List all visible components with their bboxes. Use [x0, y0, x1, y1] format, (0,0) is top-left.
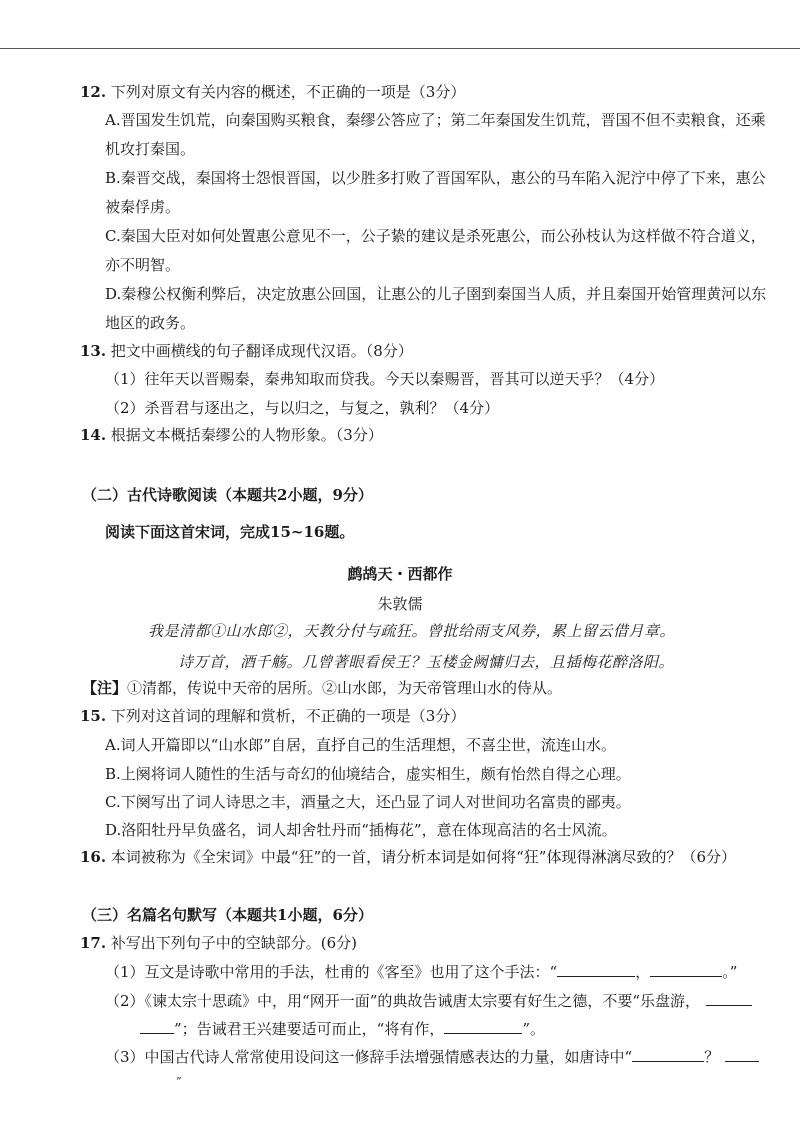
note-text: ①清都，传说中天帝的居所。②山水郎，为天帝管理山水的侍从。 — [127, 679, 563, 697]
question-stem: 下列对这首词的理解和赏析，不正确的一项是（3分） — [110, 707, 466, 725]
question-stem: 本词被称为《全宋词》中最“狂”的一首，请分析本词是如何将“狂”体现得淋漓尽致的？（6分） — [110, 848, 737, 866]
poem-title: 鹧鸪天・西都作 — [347, 565, 453, 583]
q15-option-a: A.词人开篇即以“山水郎”自居，直抒自己的生活理想，不喜尘世，流连山水。 — [105, 736, 616, 754]
item-text: ？ — [704, 1048, 720, 1066]
question-number: 16. — [80, 848, 107, 866]
question-number: 17. — [80, 934, 107, 952]
q12-option-a-line2: 机攻打秦国。 — [105, 140, 196, 158]
q14-stem-line — [80, 425, 383, 445]
q13-sentence-2: （2）杀晋君与逐出之，与以归之，与复之，孰利？（4分） — [105, 399, 500, 417]
note-tag: 【注】 — [82, 679, 128, 697]
item-text: 。” — [722, 963, 738, 981]
q12-option-a-line1: A.晋国发生饥荒，向秦国购买粮食，秦缪公答应了；第二年秦国发生饥荒，晋国不但不卖粮食，还乘 — [105, 111, 766, 129]
item-text: ”；告诫君王兴建要适可而止，“将有作， — [174, 1020, 445, 1038]
answer-blank[interactable] — [706, 991, 752, 1006]
poem-note — [82, 678, 562, 698]
q13-sentence-1: （1）往年天以晋赐秦，秦弗知取而贷我。今天以秦赐晋，晋其可以逆天乎？（4分） — [105, 370, 665, 388]
item-text: （3）中国古代诗人常常使用设问这一修辞手法增强情感表达的力量，如唐诗中“ — [105, 1048, 633, 1066]
header-rule — [0, 48, 800, 49]
q12-option-c-line2: 亦不明智。 — [105, 256, 181, 274]
q17-item-2-line1 — [105, 991, 752, 1011]
section-intro: 阅读下面这首宋词，完成15~16题。 — [105, 523, 355, 541]
q12-stem-line — [80, 82, 465, 102]
q16-stem-line — [80, 847, 736, 867]
q17-item-3-tail: ” — [176, 1075, 182, 1088]
q13-stem-line — [80, 341, 413, 361]
q15-stem-line — [80, 706, 465, 726]
question-stem: 根据文本概括秦缪公的人物形象。（3分） — [110, 426, 383, 444]
q17-stem-line — [80, 933, 357, 953]
q12-option-d-line2: 地区的政务。 — [105, 314, 196, 332]
q15-option-c: C.下阕写出了词人诗思之丰，酒量之大，还凸显了词人对世间功名富贵的鄙夷。 — [105, 793, 631, 811]
item-text: （1）互文是诗歌中常用的手法，杜甫的《客至》也用了这个手法：“ — [105, 963, 558, 981]
poem-line-2: 诗万首，酒千觞。几曾著眼看侯王？玉楼金阙慵归去，且插梅花醉洛阳。 — [178, 653, 675, 671]
answer-blank[interactable] — [632, 1047, 704, 1062]
poem-author: 朱敦儒 — [377, 595, 423, 613]
question-number: 15. — [80, 707, 107, 725]
answer-blank[interactable] — [650, 962, 722, 977]
item-text: （2）《谏太宗十思疏》中，用“网开一面”的典故告诫唐太宗要有好生之德，不要“乐盘游， — [105, 992, 701, 1010]
q17-item-3 — [105, 1047, 759, 1067]
answer-blank[interactable] — [444, 1019, 522, 1034]
question-number: 14. — [80, 426, 107, 444]
question-stem: 下列对原文有关内容的概述，不正确的一项是（3分） — [110, 83, 466, 101]
q12-option-d-line1: D.秦穆公权衡利弊后，决定放惠公回国，让惠公的儿子圉到秦国当人质，并且秦国开始管理黄河以东 — [105, 285, 767, 303]
poem-line-1: 我是清都①山水郎②，天教分付与疏狂。曾批给雨支风券，累上留云借月章。 — [148, 622, 676, 640]
answer-blank[interactable] — [725, 1047, 759, 1062]
item-text: ”。 — [522, 1020, 546, 1038]
q12-option-c-line1: C.秦国大臣对如何处置惠公意见不一，公子絷的建议是杀死惠公，而公孙枝认为这样做不符合道义， — [105, 227, 766, 245]
question-stem: 补写出下列句子中的空缺部分。(6分) — [110, 934, 358, 952]
q15-option-b: B.上阕将词人随性的生活与奇幻的仙境结合，虚实相生，颇有怡然自得之心理。 — [105, 765, 631, 783]
q17-item-2-line2 — [140, 1019, 545, 1039]
section-heading-dictation: （三）名篇名句默写（本题共1小题，6分） — [82, 906, 373, 924]
answer-blank[interactable] — [140, 1019, 174, 1034]
item-text: ， — [635, 963, 651, 981]
question-number: 13. — [80, 342, 107, 360]
q15-option-d: D.洛阳牡丹早负盛名，词人却舍牡丹而“插梅花”，意在体现高洁的名士风流。 — [105, 821, 617, 839]
q12-option-b-line1: B.秦晋交战，秦国将士怨恨晋国，以少胜多打败了晋国军队，惠公的马车陷入泥泞中停了下来，惠公 — [105, 169, 766, 187]
section-heading-poetry: （二）古代诗歌阅读（本题共2小题，9分） — [82, 486, 373, 504]
question-stem: 把文中画横线的句子翻译成现代汉语。（8分） — [110, 342, 413, 360]
question-number: 12. — [80, 83, 107, 101]
q12-option-b-line2: 被秦俘虏。 — [105, 198, 181, 216]
q17-item-1 — [105, 962, 737, 982]
answer-blank[interactable] — [557, 962, 635, 977]
